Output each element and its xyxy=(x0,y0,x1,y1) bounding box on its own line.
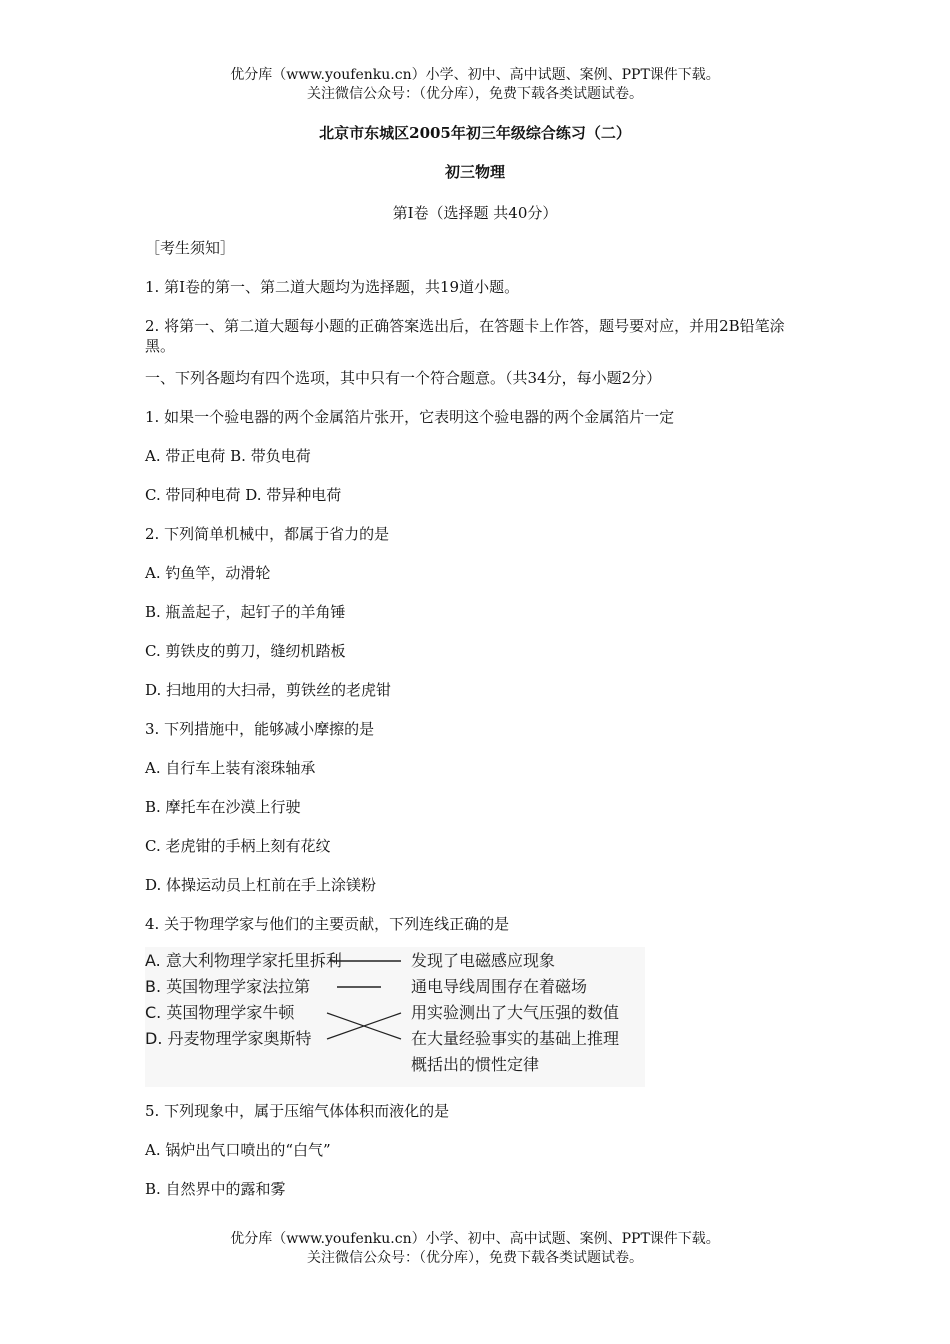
subject-title: 初三物理 xyxy=(444,163,505,181)
exam-content xyxy=(145,238,805,1218)
notice-item-1: 1. 第Ⅰ卷的第一、第二道大题均为选择题，共19道小题。 xyxy=(145,278,520,296)
notice-heading: ［考生须知］ xyxy=(145,239,236,257)
scientist-a: A. 意大利物理学家托里拆利 xyxy=(145,951,342,970)
question-4-stem: 4. 关于物理学家与他们的主要贡献，下列连线正确的是 xyxy=(145,915,510,933)
question-3-option-a: A. 自行车上装有滚珠轴承 xyxy=(145,759,316,777)
question-3-stem: 3. 下列措施中，能够减小摩擦的是 xyxy=(145,720,375,738)
page-footer xyxy=(0,1230,950,1268)
header-line-2: 关注微信公众号：（优分库），免费下载各类试题试卷。 xyxy=(307,86,643,102)
matching-diagram xyxy=(145,947,645,1087)
question-2-option-d: D. 扫地用的大扫帚，剪铁丝的老虎钳 xyxy=(145,681,392,699)
question-1-option: C. 带同种电荷 D. 带异种电荷 xyxy=(145,486,342,504)
question-3-option-c: C. 老虎钳的手柄上刻有花纹 xyxy=(145,837,331,855)
scientist-b: B. 英国物理学家法拉第 xyxy=(145,977,311,996)
contribution-4: 在大量经验事实的基础上推理 xyxy=(411,1029,620,1048)
question-2-option-b: B. 瓶盖起子，起钉子的羊角锤 xyxy=(145,603,346,621)
contribution-1: 发现了电磁感应现象 xyxy=(411,951,556,970)
question-5-stem: 5. 下列现象中，属于压缩气体体积而液化的是 xyxy=(145,1102,450,1120)
scientist-d: D. 丹麦物理学家奥斯特 xyxy=(145,1029,312,1048)
contribution-4-cont: 概括出的惯性定律 xyxy=(411,1055,540,1074)
connector-lines xyxy=(145,947,645,1087)
question-2-option-c: C. 剪铁皮的剪刀，缝纫机踏板 xyxy=(145,642,346,660)
question-1-stem: 1. 如果一个验电器的两个金属箔片张开，它表明这个验电器的两个金属箔片一定 xyxy=(145,408,675,426)
question-2-stem: 2. 下列简单机械中，都属于省力的是 xyxy=(145,525,390,543)
contribution-3: 用实验测出了大气压强的数值 xyxy=(411,1003,620,1022)
section-title: 第Ⅰ卷（选择题 共40分） xyxy=(392,204,558,222)
question-1-option: A. 带正电荷 B. 带负电荷 xyxy=(145,447,311,465)
page-header xyxy=(0,66,950,104)
question-2-option-a: A. 钓鱼竿，动滑轮 xyxy=(145,564,271,582)
question-5-option-b: B. 自然界中的露和雾 xyxy=(145,1180,286,1198)
question-3-option-d: D. 体操运动员上杠前在手上涂镁粉 xyxy=(145,876,377,894)
question-3-option-b: B. 摩托车在沙漠上行驶 xyxy=(145,798,301,816)
part-one-instructions: 一、下列各题均有四个选项，其中只有一个符合题意。（共34分，每小题2分） xyxy=(145,369,662,387)
contribution-2: 通电导线周围存在着磁场 xyxy=(411,977,588,996)
notice-item-2: 2. 将第一、第二道大题每小题的正确答案选出后，在答题卡上作答，题号要对应，并用2B铅笔涂黑。 xyxy=(145,317,785,355)
footer-line-1: 优分库（www.youfenku.cn）小学、初中、高中试题、案例、PPT课件下载。 xyxy=(230,1231,720,1247)
exam-title: 北京市东城区2005年初三年级综合练习（二） xyxy=(319,124,631,142)
header-line-1: 优分库（www.youfenku.cn）小学、初中、高中试题、案例、PPT课件下载。 xyxy=(230,67,720,83)
question-5-option-a: A. 锅炉出气口喷出的“白气” xyxy=(145,1141,331,1159)
footer-line-2: 关注微信公众号：（优分库），免费下载各类试题试卷。 xyxy=(307,1250,643,1266)
scientist-c: C. 英国物理学家牛顿 xyxy=(145,1003,295,1022)
